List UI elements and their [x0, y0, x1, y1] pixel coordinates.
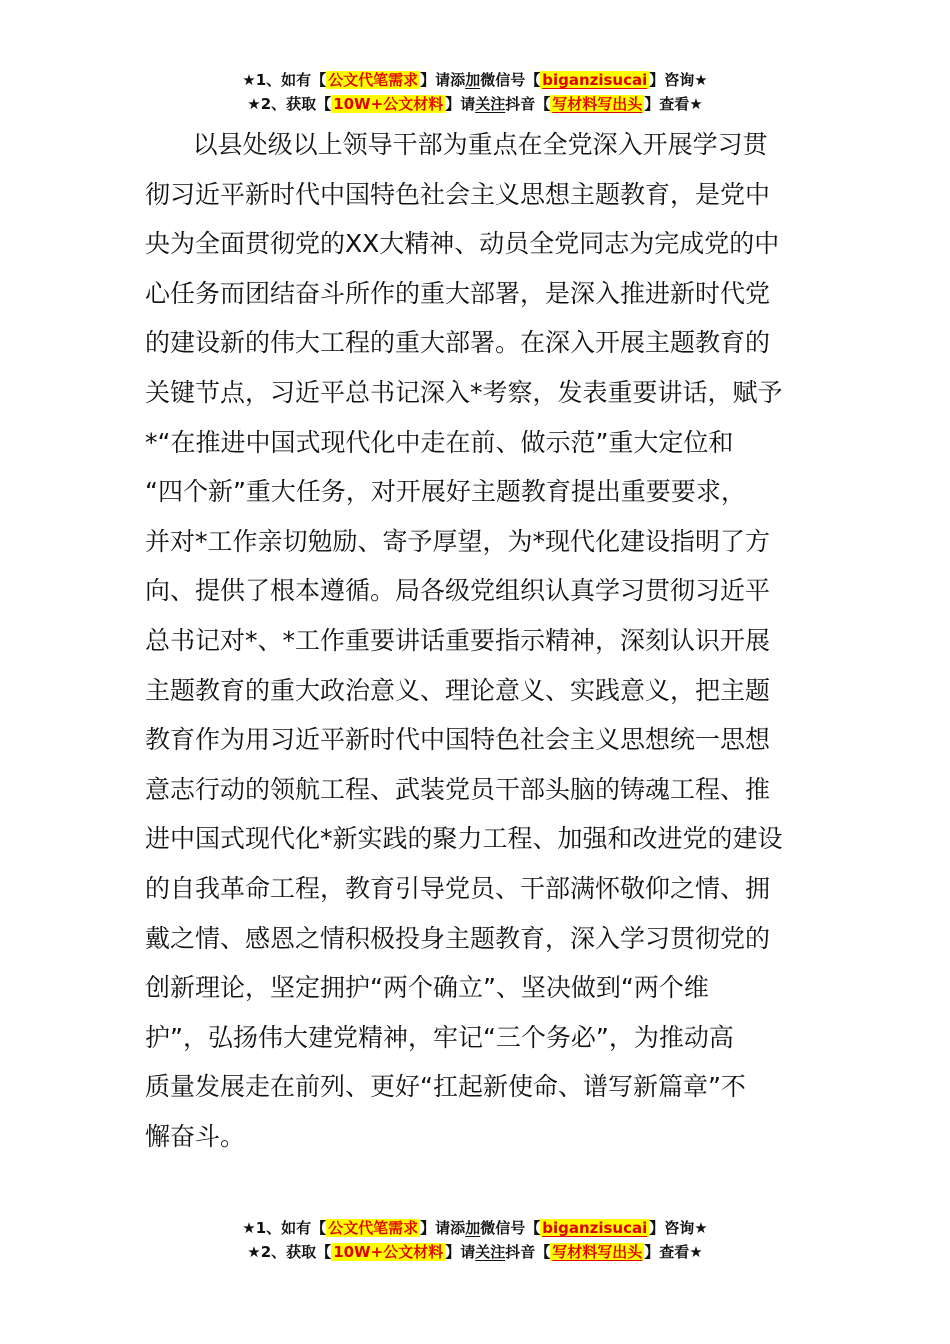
text-line: 质量发展走在前列、更好“扛起新使命、谱写新篇章”不 — [145, 1072, 746, 1102]
banner-line-1: ★1、如有【 公文代笔需求 】请添加微信号【 biganzisucai 】咨询★ — [242, 1219, 708, 1237]
highlight-service: 公文代笔需求 — [328, 1219, 419, 1237]
header-banner — [0, 68, 950, 116]
text-line: 护”，弘扬伟大建党精神，牢记“三个务必”，为推动高 — [145, 1022, 734, 1052]
text-line: 总书记对*、*工作重要讲话重要指示精神，深刻认识开展 — [145, 625, 771, 655]
article-body — [145, 120, 810, 1161]
highlight-materials: 10W+公文材料 — [333, 95, 444, 113]
text-line: 以县处级以上领导干部为重点在全党深入开展学习贯 — [145, 130, 768, 159]
highlight-materials: 10W+公文材料 — [333, 1243, 444, 1261]
text-line: 向、提供了根本遵循。局各级党组织认真学习贯彻习近平 — [145, 576, 771, 606]
highlight-douyin: 写材料写出头 — [552, 1243, 643, 1261]
text-line: 关键节点，习近平总书记深入*考察，发表重要讲话，赋予 — [145, 377, 783, 407]
text-line: 央为全面贯彻党的XX大精神、动员全党同志为完成党的中 — [145, 229, 780, 259]
text-line: 主题教育的重大政治意义、理论意义、实践意义，把主题 — [145, 675, 771, 705]
footer-banner — [0, 1216, 950, 1264]
text-line: 教育作为用习近平新时代中国特色社会主义思想统一思想 — [145, 725, 771, 755]
highlight-service: 公文代笔需求 — [328, 71, 419, 89]
text-line: 的建设新的伟大工程的重大部署。在深入开展主题教育的 — [145, 328, 771, 358]
text-line: 并对*工作亲切勉励、寄予厚望，为*现代化建设指明了方 — [145, 526, 771, 556]
text-line: 进中国式现代化*新实践的聚力工程、加强和改进党的建设 — [145, 824, 783, 854]
highlight-wechat-id: biganzisucai — [542, 1219, 648, 1237]
highlight-wechat-id: biganzisucai — [542, 71, 648, 89]
banner-line-2: ★2、获取【 10W+公文材料 】请关注抖音【 写材料写出头 】查看★ — [247, 95, 703, 113]
highlight-douyin: 写材料写出头 — [552, 95, 643, 113]
text-line: 彻习近平新时代中国特色社会主义思想主题教育，是党中 — [145, 179, 771, 209]
text-line: 的自我革命工程，教育引导党员、干部满怀敬仰之情、拥 — [145, 873, 771, 903]
text-line: *“在推进中国式现代化中走在前、做示范”重大定位和 — [145, 427, 734, 457]
banner-line-1: ★1、如有【 公文代笔需求 】请添加微信号【 biganzisucai 】咨询★ — [242, 71, 708, 89]
text-line: “四个新”重大任务，对开展好主题教育提出重要要求， — [145, 477, 746, 507]
text-line: 戴之情、感恩之情积极投身主题教育，深入学习贯彻党的 — [145, 923, 771, 953]
text-line: 意志行动的领航工程、武装党员干部头脑的铸魂工程、推 — [145, 774, 771, 804]
text-line: 懈奋斗。 — [145, 1121, 246, 1151]
text-line: 创新理论，坚定拥护“两个确立”、坚决做到“两个维 — [145, 973, 709, 1003]
text-line: 心任务而团结奋斗所作的重大部署，是深入推进新时代党 — [145, 278, 771, 308]
banner-line-2: ★2、获取【 10W+公文材料 】请关注抖音【 写材料写出头 】查看★ — [247, 1243, 703, 1261]
